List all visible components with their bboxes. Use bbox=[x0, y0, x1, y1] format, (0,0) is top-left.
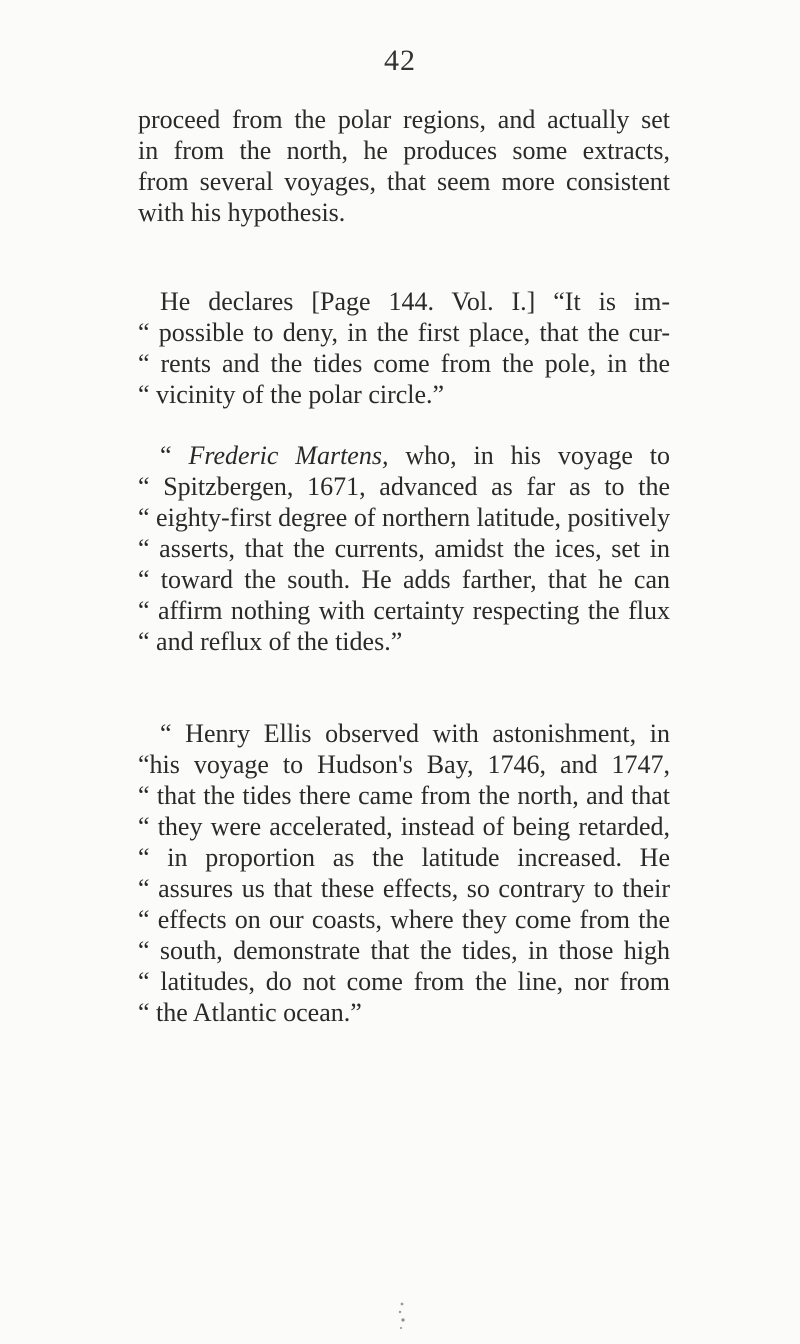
text-line: with his hypothesis. bbox=[138, 198, 346, 227]
paragraph-4 bbox=[138, 718, 670, 1028]
text-line: “ possible to deny, in the first place, that the cur- bbox=[138, 318, 670, 347]
text-line: “ asserts, that the currents, amidst the ices, set in bbox=[138, 534, 670, 563]
text-line: “ that the tides there came from the north, and that bbox=[138, 781, 670, 810]
page-number: 42 bbox=[384, 44, 416, 77]
paragraph-3 bbox=[138, 440, 670, 657]
ink-speck-mark bbox=[394, 1298, 410, 1338]
text-line: “ the Atlantic ocean.” bbox=[138, 998, 362, 1027]
text-line: “ south, demonstrate that the tides, in those high bbox=[138, 936, 670, 965]
text-line: “ rents and the tides come from the pole, in the bbox=[138, 349, 670, 378]
paragraph-2 bbox=[138, 286, 670, 410]
text-line: from several voyages, that seem more consistent bbox=[138, 167, 670, 196]
text-line: “ Spitzbergen, 1671, advanced as far as to the bbox=[138, 472, 670, 501]
text-line: “ eighty-first degree of northern latitude, positively bbox=[138, 503, 671, 532]
paragraph-1 bbox=[138, 104, 670, 228]
text-line: “ assures us that these effects, so contrary to their bbox=[138, 874, 670, 903]
person-name: Frederic Martens, bbox=[188, 441, 389, 470]
text-fragment: who, in his voyage to bbox=[405, 441, 671, 470]
text-line: “ in proportion as the latitude increased. He bbox=[138, 843, 670, 872]
text-line: “ toward the south. He adds farther, that he can bbox=[138, 565, 670, 594]
text-line: “ they were accelerated, instead of being retarded, bbox=[138, 812, 670, 841]
text-line: “ effects on our coasts, where they come from the bbox=[138, 905, 670, 934]
text-line: “his voyage to Hudson's Bay, 1746, and 1747, bbox=[138, 750, 670, 779]
text-line: “ and reflux of the tides.” bbox=[138, 627, 403, 656]
text-line: proceed from the polar regions, and actually set bbox=[138, 105, 670, 134]
text-line bbox=[138, 440, 670, 471]
text-line: in from the north, he produces some extracts, bbox=[138, 136, 670, 165]
text-line: “ affirm nothing with certainty respecting the flux bbox=[138, 596, 670, 625]
text-line: “ Henry Ellis observed with astonishment, in bbox=[160, 719, 670, 748]
opening-quote: “ bbox=[160, 441, 172, 470]
text-line: He declares [Page 144. Vol. I.] “It is im- bbox=[160, 287, 670, 316]
text-line: “ latitudes, do not come from the line, nor from bbox=[138, 967, 670, 996]
text-line: “ vicinity of the polar circle.” bbox=[138, 380, 445, 409]
